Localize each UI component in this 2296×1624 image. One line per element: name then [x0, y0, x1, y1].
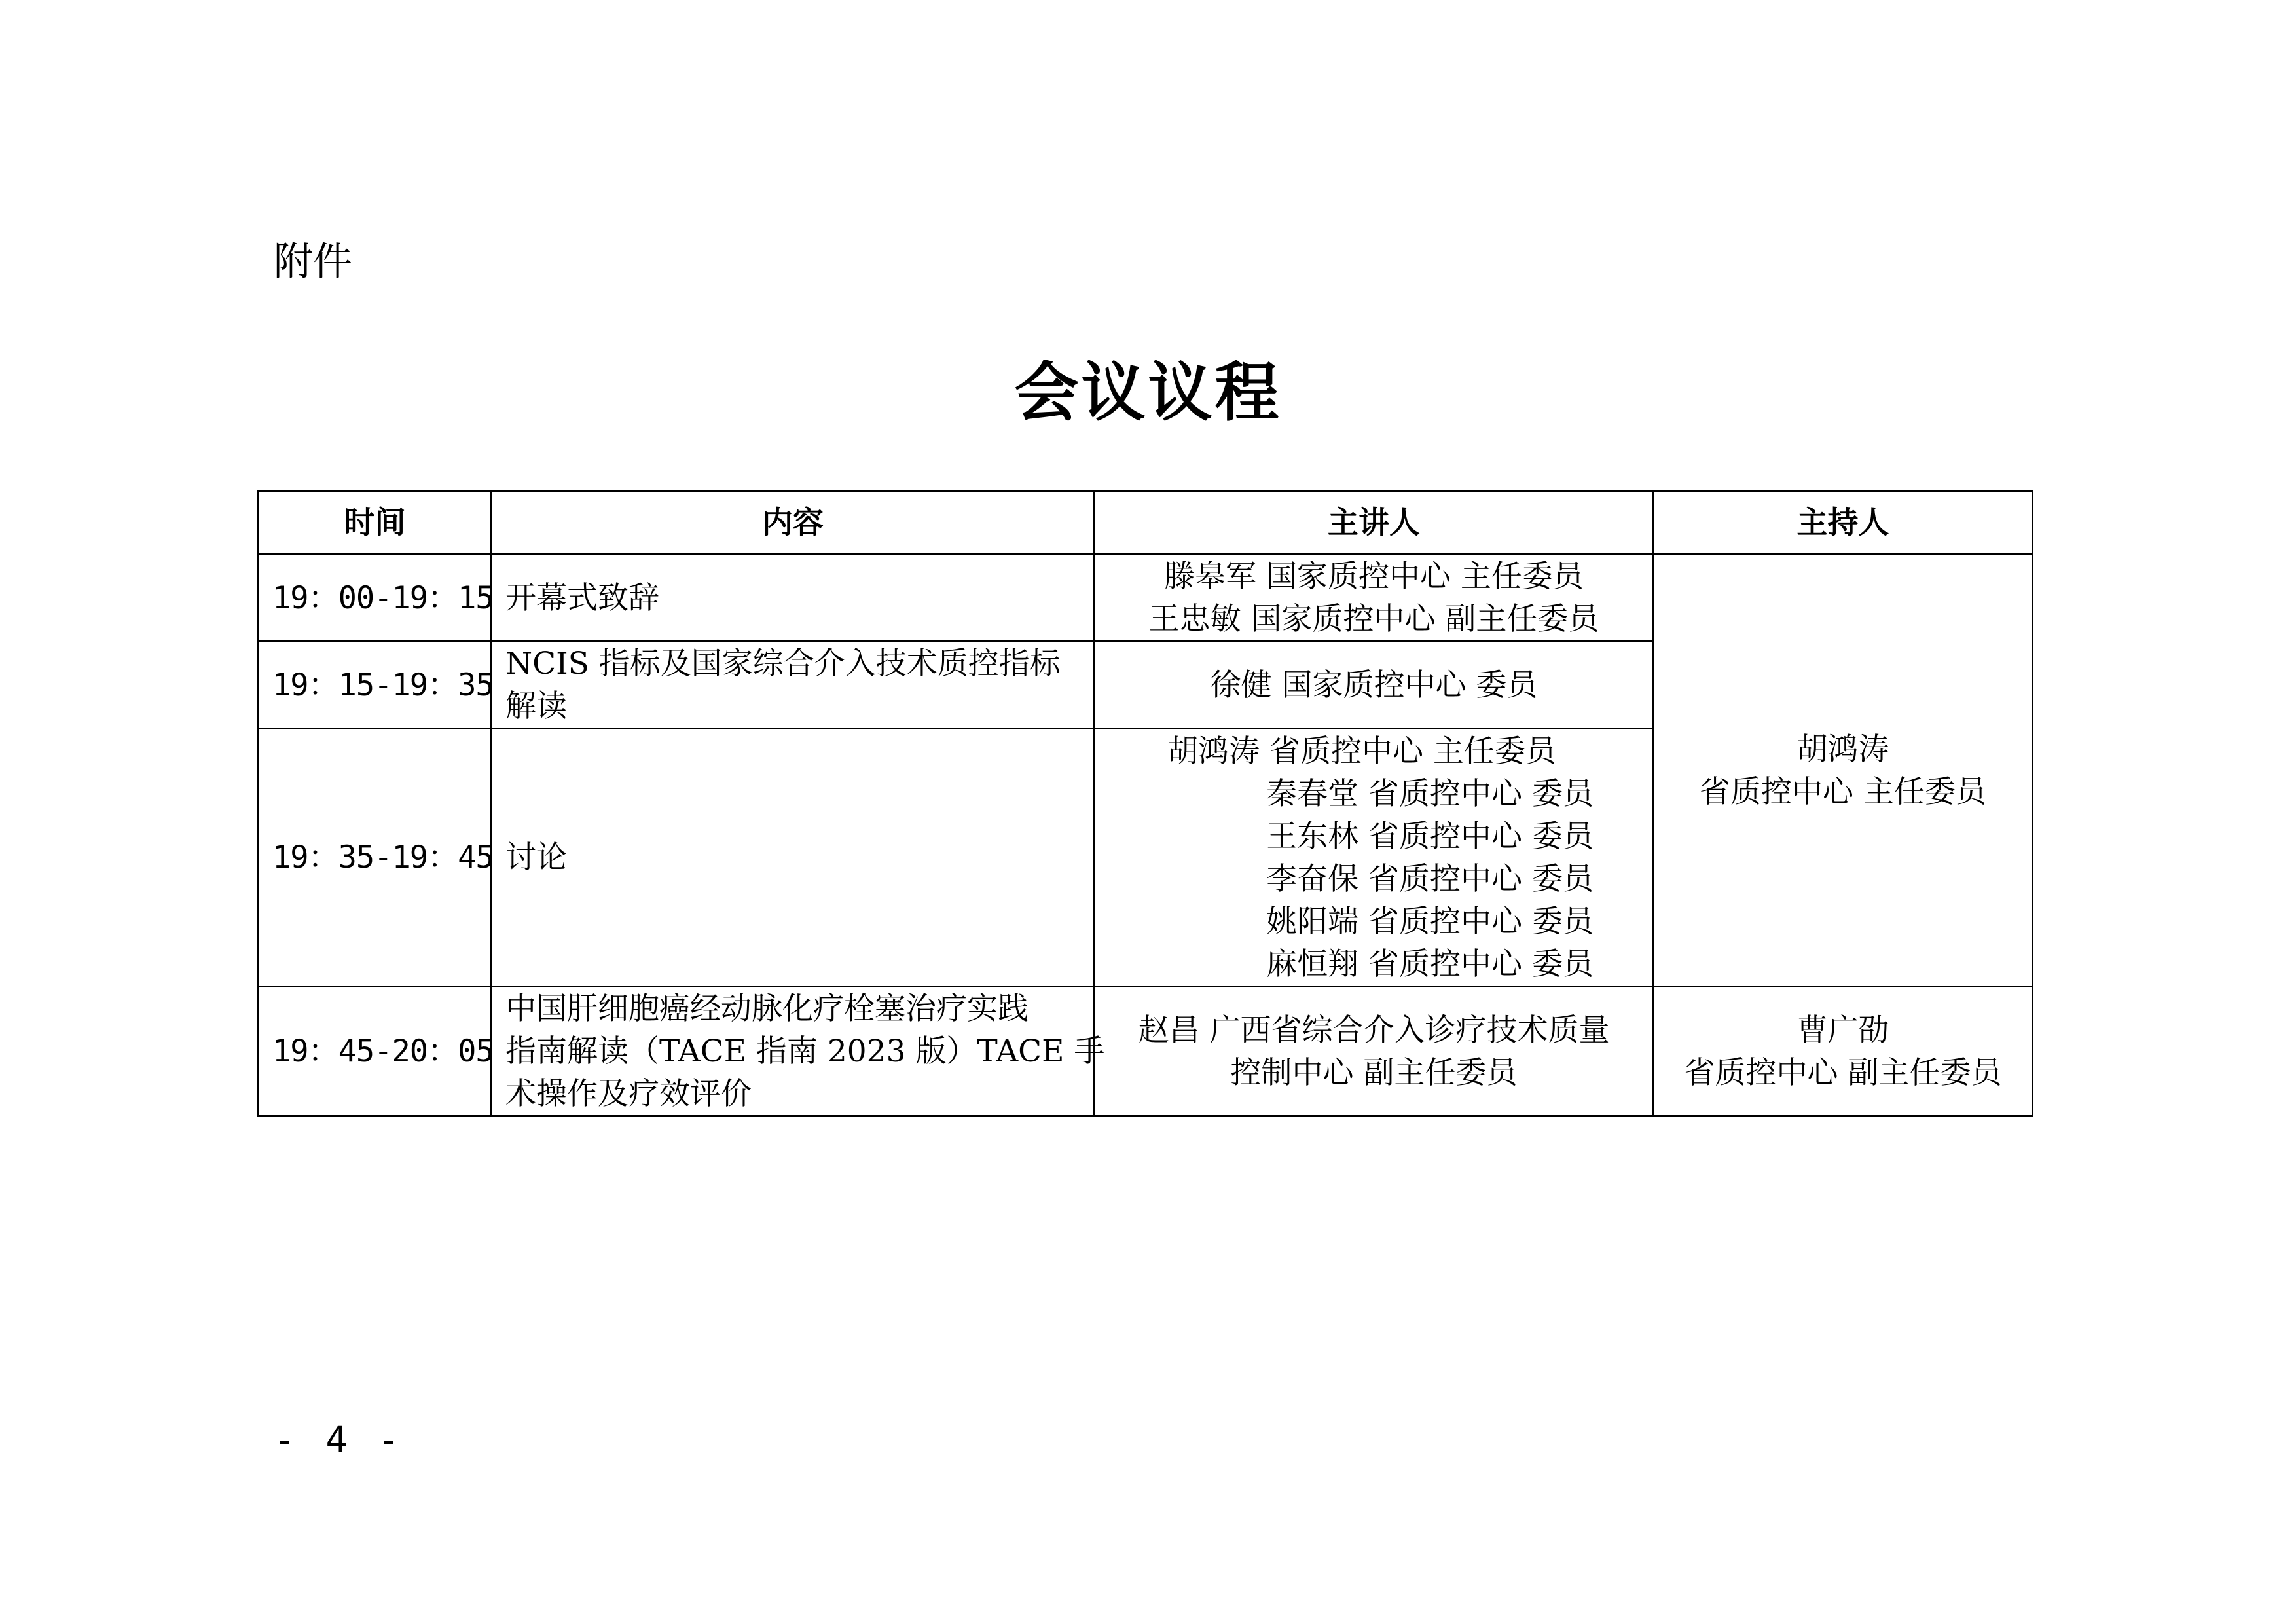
- speaker-line: 王东林 省质控中心 委员: [1266, 818, 1594, 855]
- speaker-line: 秦春堂 省质控中心 委员: [1266, 775, 1594, 812]
- header-host: 主持人: [1654, 491, 2033, 555]
- speaker-line: 滕皋军 国家质控中心 主任委员: [1164, 559, 1584, 595]
- content-cell: [492, 555, 1095, 642]
- table-row: [259, 555, 2033, 642]
- host-cell: [1654, 555, 2033, 987]
- content-line: 术操作及疗效评价: [505, 1076, 752, 1112]
- speaker-line: 王忠敏 国家质控中心 副主任委员: [1148, 601, 1599, 637]
- content-line: 指南解读（TACE 指南 2023 版）TACE 手: [505, 1033, 1105, 1069]
- table-header-row: [259, 491, 2033, 555]
- header-content: 内容: [492, 491, 1095, 555]
- speaker-cell: [1095, 555, 1654, 642]
- speaker-cell: [1095, 642, 1654, 729]
- table-row: [259, 987, 2033, 1116]
- agenda-table: [257, 490, 2033, 1117]
- content-cell: [492, 729, 1095, 987]
- page-title: 会议议程: [1014, 355, 1282, 430]
- content-line: 讨论: [505, 840, 567, 876]
- speaker-line: 姚阳端 省质控中心 委员: [1266, 903, 1594, 940]
- content-line: 解读: [505, 688, 567, 724]
- content-cell: [492, 642, 1095, 729]
- speaker-line: 赵昌 广西省综合介入诊疗技术质量: [1138, 1012, 1610, 1048]
- header-time: 时间: [259, 491, 492, 555]
- time-cell: 19：15-19：35: [259, 642, 492, 729]
- time-cell: 19：45-20：05: [259, 987, 492, 1116]
- host-role: 省质控中心 主任委员: [1700, 773, 1986, 810]
- host-name: 曹广劭: [1796, 1012, 1889, 1048]
- host-role: 省质控中心 副主任委员: [1684, 1054, 2002, 1091]
- content-line: 开幕式致辞: [505, 580, 659, 616]
- speaker-line: 控制中心 副主任委员: [1230, 1054, 1518, 1091]
- content-cell: [492, 987, 1105, 1116]
- speaker-line: 胡鸿涛 省质控中心 主任委员: [1167, 733, 1556, 769]
- speaker-cell: [1095, 729, 1654, 987]
- page-number: - 4 -: [274, 1419, 404, 1462]
- attachment-label: 附件: [274, 239, 352, 285]
- time-cell: 19：00-19：15: [259, 555, 492, 642]
- speaker-cell: [1095, 987, 1654, 1116]
- speaker-line: 李奋保 省质控中心 委员: [1266, 860, 1594, 897]
- content-line: 中国肝细胞癌经动脉化疗栓塞治疗实践: [505, 991, 1029, 1027]
- host-name: 胡鸿涛: [1796, 731, 1889, 767]
- speaker-line: 徐健 国家质控中心 委员: [1210, 667, 1538, 703]
- time-cell: 19：35-19：45: [259, 729, 492, 987]
- speaker-line: 麻恒翔 省质控中心 委员: [1266, 946, 1594, 982]
- content-line: NCIS 指标及国家综合介入技术质控指标: [505, 646, 1061, 682]
- host-cell: [1654, 987, 2033, 1116]
- header-speaker: 主讲人: [1095, 491, 1654, 555]
